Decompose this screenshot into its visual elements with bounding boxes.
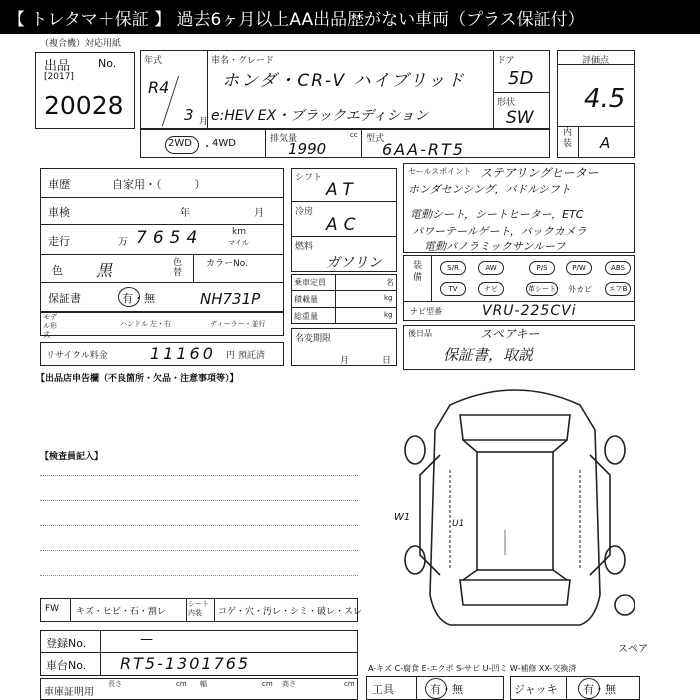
jack-options: 有・無 — [583, 683, 616, 696]
displacement-value: 1990 — [288, 140, 327, 158]
mileage-value: 7654 — [136, 228, 204, 248]
registration-value: — — [140, 632, 193, 647]
lot-box — [35, 52, 135, 129]
warranty-options: 有・無 — [122, 292, 155, 305]
inspection-label: 車検 — [48, 206, 70, 219]
displacement-label: 排気量 — [270, 134, 298, 144]
recycle-value: 11160 — [150, 344, 216, 363]
score-value: 4.5 — [584, 84, 626, 114]
damage-mark-u1: U1 — [452, 519, 465, 529]
type-value: 6AA-RT5 — [382, 140, 465, 159]
chassis-label: 車台No. — [46, 659, 87, 672]
interior-value: A — [600, 134, 611, 152]
aircon-value: AC — [326, 215, 362, 235]
exhibitor-notes-label: 【出品店申告欄（不良箇所・欠品・注意事項等）】 — [36, 374, 239, 384]
model-label: 車名・グレード — [211, 56, 275, 66]
warranty-label: 保証書 — [48, 292, 81, 305]
mileage-label: 走行 — [48, 235, 70, 248]
fuel-value: ガソリン — [326, 255, 382, 271]
title-banner: 【 トレタマ＋保証 】 過去6ヶ月以上AA出品歴がない車両（プラス保証付） — [0, 0, 700, 34]
shape-label: 形状 — [497, 98, 516, 108]
year-month: 3 — [184, 106, 194, 124]
door-label: ドア — [497, 56, 515, 66]
damage-legend: A-キズ C-腐食 E-エクボ S-サビ U-凹ミ W-補修 XX-交換済 — [368, 664, 577, 673]
history-value: 自家用・（ ） — [112, 178, 206, 191]
year-stamp: [2017] — [44, 72, 74, 82]
drive-2wd: 2WD — [168, 138, 192, 149]
recycle-label: リサイクル料金 — [46, 351, 108, 361]
damage-mark-w1: W1 — [394, 512, 411, 523]
equipment-label: 装備 — [413, 261, 423, 283]
registration-label: 登録No. — [46, 637, 87, 650]
shift-value: AT — [326, 180, 359, 200]
model-name: ホンダ・CR-V ハイブリッド — [222, 71, 466, 91]
lot-label: 出品 — [44, 59, 71, 74]
color-no-value: NH731P — [200, 290, 261, 308]
spare-label: スペア — [618, 644, 648, 655]
inspector-notes-label: 【検査員記入】 — [40, 452, 104, 462]
model-grade: e:HEV EX・ブラックエディション — [211, 108, 429, 124]
history-label: 車歴 — [48, 178, 70, 191]
year-era: R4 — [148, 78, 170, 97]
year-label: 年式 — [144, 56, 163, 66]
lot-no-label: No. — [98, 57, 117, 70]
door-value: 5D — [508, 68, 534, 89]
drive-4wd: 4WD — [212, 138, 236, 149]
color-label: 色 — [52, 264, 63, 277]
tools-options: 有・無 — [430, 683, 463, 696]
color-value: 黒 — [96, 261, 113, 280]
car-damage-diagram — [395, 380, 635, 645]
shape-value: SW — [506, 108, 534, 128]
type-label: 型式 — [366, 134, 385, 144]
color-no-label: カラーNo. — [206, 259, 248, 269]
score-label: 評価点 — [582, 56, 610, 66]
lot-number: 20028 — [44, 91, 124, 120]
form-note: （複合機）対応用紙 — [40, 39, 122, 49]
chassis-value: RT5-1301765 — [120, 654, 251, 673]
interior-label: 内装 — [563, 128, 573, 149]
navi-model: VRU-225CVi — [482, 303, 577, 319]
